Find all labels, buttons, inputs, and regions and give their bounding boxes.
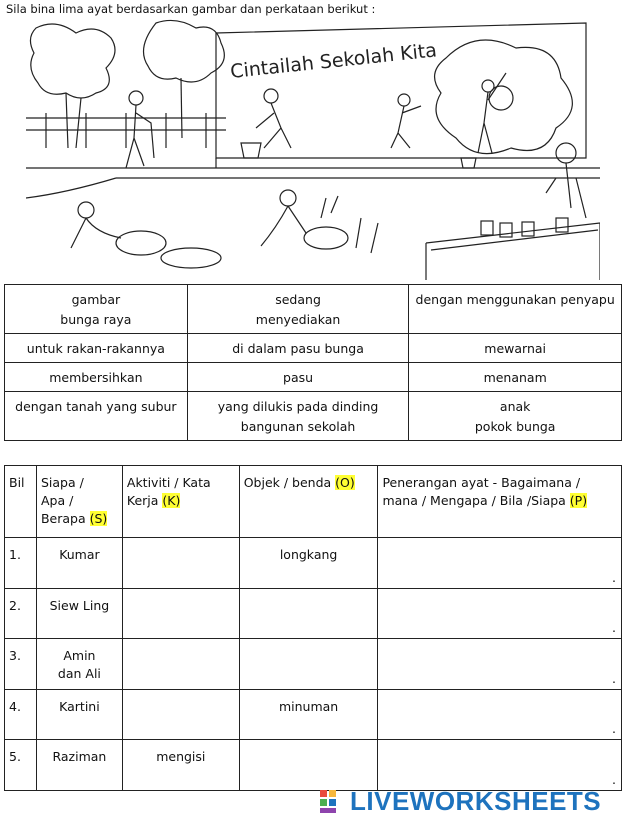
answer-row — [5, 588, 622, 639]
word-bank-table — [4, 284, 622, 441]
answer-cell-bil: 3. — [5, 639, 37, 690]
sentence-end-dot: . — [612, 670, 616, 686]
word-bank-cell: dengan menggunakan penyapu — [409, 285, 622, 334]
school-illustration — [26, 18, 600, 280]
sentence-end-dot: . — [612, 721, 616, 736]
answer-cell-siapa: Raziman — [36, 740, 122, 791]
answer-cell-siapa: Siew Ling — [36, 588, 122, 639]
word-bank-cell: pasu — [187, 363, 409, 392]
answer-cell-aktiviti[interactable] — [122, 588, 239, 639]
answer-cell-objek[interactable] — [239, 639, 378, 690]
answer-cell-penerangan[interactable] — [378, 740, 622, 791]
header-aktiviti: Aktiviti / Kata Kerja (K) — [122, 466, 239, 538]
word-bank-cell: menanam — [409, 363, 622, 392]
answer-cell-bil: 4. — [5, 689, 37, 740]
header-bil: Bil — [5, 466, 37, 538]
word-bank-row — [5, 392, 622, 441]
answer-cell-aktiviti[interactable] — [122, 689, 239, 740]
sentence-end-dot: . — [612, 771, 616, 787]
word-bank-cell: sedang menyediakan — [187, 285, 409, 334]
answer-row — [5, 639, 622, 690]
answer-cell-objek[interactable] — [239, 740, 378, 791]
word-bank-cell: mewarnai — [409, 334, 622, 363]
word-bank-cell: di dalam pasu bunga — [187, 334, 409, 363]
answer-cell-penerangan[interactable] — [378, 639, 622, 690]
banner-text: Cintailah Sekolah Kita — [229, 39, 438, 83]
word-bank-row — [5, 363, 622, 392]
word-bank-row — [5, 285, 622, 334]
word-bank-cell: anak pokok bunga — [409, 392, 622, 441]
word-bank-cell: untuk rakan-rakannya — [5, 334, 188, 363]
word-bank-cell: gambar bunga raya — [5, 285, 188, 334]
instruction-text: Sila bina lima ayat berdasarkan gambar dan perkataan berikut : — [6, 2, 376, 16]
logo-text: LIVEWORKSHEETS — [350, 786, 602, 816]
answer-row — [5, 689, 622, 740]
answer-cell-bil: 2. — [5, 588, 37, 639]
word-bank-cell: yang dilukis pada dinding bangunan sekolah — [187, 392, 409, 441]
answer-cell-penerangan[interactable] — [378, 689, 622, 740]
answer-cell-objek: longkang — [239, 538, 378, 589]
answer-cell-objek[interactable] — [239, 588, 378, 639]
answer-cell-aktiviti: mengisi — [122, 740, 239, 791]
liveworksheets-logo-icon — [318, 788, 348, 816]
liveworksheets-logo — [318, 786, 601, 817]
answer-cell-penerangan[interactable] — [378, 538, 622, 589]
answer-row — [5, 740, 622, 791]
answer-cell-aktiviti[interactable] — [122, 639, 239, 690]
answer-cell-bil: 5. — [5, 740, 37, 791]
sentence-end-dot: . — [612, 620, 616, 635]
word-bank-row — [5, 334, 622, 363]
word-bank-cell: membersihkan — [5, 363, 188, 392]
header-objek: Objek / benda (O) — [239, 466, 378, 538]
answer-cell-siapa: Amin dan Ali — [36, 639, 122, 690]
sentence-end-dot: . — [612, 569, 616, 585]
answer-table — [4, 465, 622, 791]
header-siapa: Siapa / Apa / Berapa (S) — [36, 466, 122, 538]
word-bank-cell: dengan tanah yang subur — [5, 392, 188, 441]
header-penerangan: Penerangan ayat - Bagaimana / mana / Mengapa / Bila /Siapa (P) — [378, 466, 622, 538]
answer-cell-penerangan[interactable] — [378, 588, 622, 639]
answer-cell-siapa: Kartini — [36, 689, 122, 740]
answer-cell-aktiviti[interactable] — [122, 538, 239, 589]
answer-cell-bil: 1. — [5, 538, 37, 589]
answer-cell-siapa: Kumar — [36, 538, 122, 589]
answer-row — [5, 538, 622, 589]
answer-cell-objek: minuman — [239, 689, 378, 740]
